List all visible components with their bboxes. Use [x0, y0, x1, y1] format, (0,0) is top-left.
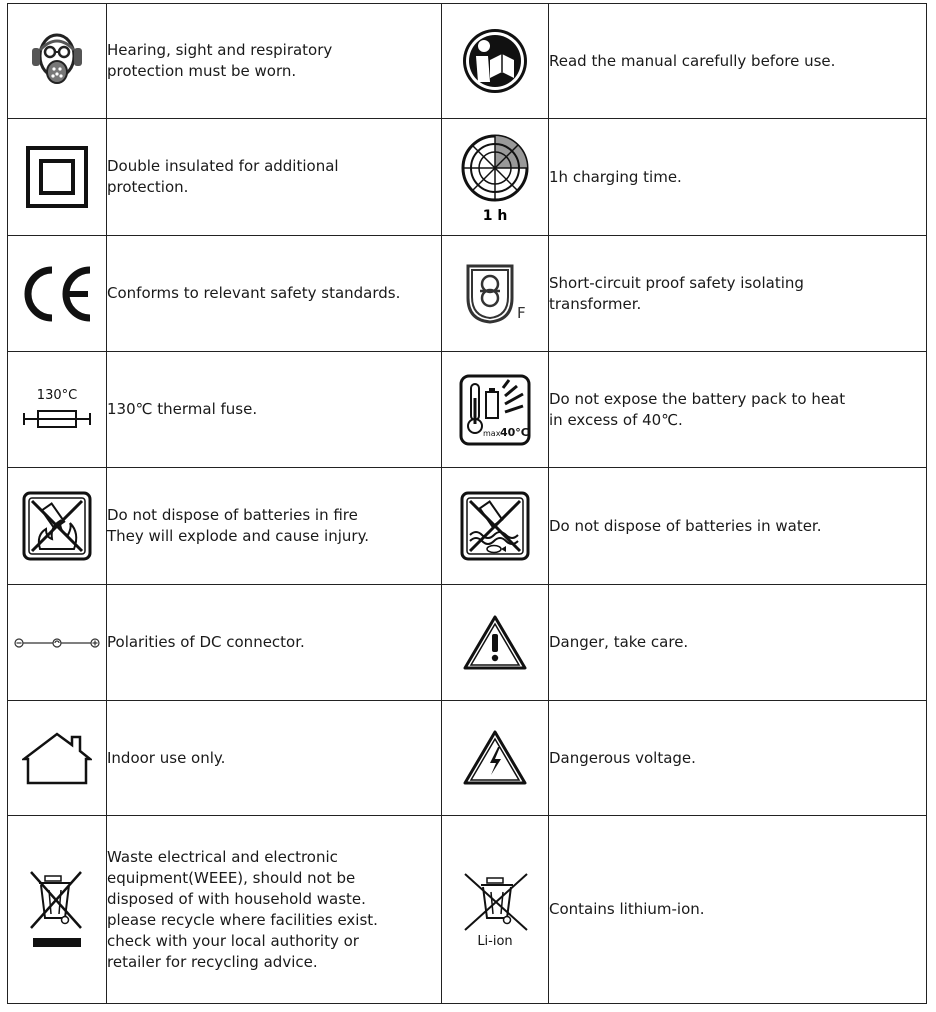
symbol-description: Double insulated for additional protection.: [107, 119, 442, 236]
symbol-description: Polarities of DC connector.: [107, 585, 442, 701]
charging-time-label: 1 h: [482, 208, 508, 224]
icon-cell: [442, 352, 549, 468]
symbol-description: Do not dispose of batteries in water.: [549, 468, 927, 585]
isolating-transformer-icon: [464, 262, 526, 326]
indoor-house-icon: [22, 731, 92, 785]
table-row: [8, 468, 927, 585]
symbol-description: Hearing, sight and respiratory protection must be worn.: [107, 4, 442, 119]
fuse-temperature-label: 130°C: [36, 387, 78, 403]
symbol-description: 130℃ thermal fuse.: [107, 352, 442, 468]
icon-cell: [442, 236, 549, 352]
no-batteries-in-water-icon: [460, 491, 530, 561]
symbol-description: Do not expose the battery pack to heat in excess of 40℃.: [549, 352, 927, 468]
icon-cell: [442, 816, 549, 1004]
icon-cell: [8, 236, 107, 352]
warning-triangle-icon: [462, 614, 528, 672]
icon-cell: [442, 585, 549, 701]
icon-cell: [442, 4, 549, 119]
symbol-description: Conforms to relevant safety standards.: [107, 236, 442, 352]
icon-cell: [8, 701, 107, 816]
icon-cell: [8, 119, 107, 236]
ce-mark-icon: [20, 265, 94, 323]
li-ion-label: Li-ion: [477, 933, 513, 948]
table-row: [8, 816, 927, 1004]
symbol-description: Read the manual carefully before use.: [549, 4, 927, 119]
icon-cell: [8, 4, 107, 119]
charging-time-icon: [459, 130, 531, 224]
icon-cell: [8, 816, 107, 1004]
heat-max-label: max: [483, 428, 501, 438]
symbol-description: 1h charging time.: [549, 119, 927, 236]
icon-cell: [8, 585, 107, 701]
weee-bin-icon: [27, 868, 87, 952]
no-batteries-in-fire-icon: [22, 491, 92, 561]
symbol-description: Contains lithium-ion.: [549, 816, 927, 1004]
icon-cell: [8, 468, 107, 585]
high-voltage-icon: [462, 729, 528, 787]
dc-polarity-icon: [14, 635, 100, 651]
table-row: [8, 4, 927, 119]
symbol-description: Do not dispose of batteries in fire They will explode and cause injury.: [107, 468, 442, 585]
icon-cell: [442, 701, 549, 816]
symbol-description: Short-circuit proof safety isolating transformer.: [549, 236, 927, 352]
double-insulated-icon: [25, 145, 89, 209]
icon-cell: [8, 352, 107, 468]
table-row: [8, 585, 927, 701]
symbol-description: Waste electrical and electronic equipment(WEEE), should not be disposed of with household waste. please recycle where facilities exist. check with your local authority or retailer for recycling advice.: [107, 816, 442, 1004]
table-row: [8, 236, 927, 352]
icon-cell: [442, 468, 549, 585]
li-ion-bin-icon: [459, 872, 531, 948]
symbol-description: Indoor use only.: [107, 701, 442, 816]
table-row: [8, 352, 927, 468]
thermal-fuse-icon: [22, 385, 92, 435]
icon-cell: [442, 119, 549, 236]
table-row: [8, 701, 927, 816]
transformer-icon-label: F: [517, 303, 526, 322]
heat-temperature-label: 40°C: [500, 425, 529, 439]
protective-gear-icon: [29, 30, 85, 92]
symbol-description: Dangerous voltage.: [549, 701, 927, 816]
read-manual-icon: [460, 26, 530, 96]
table-row: [8, 119, 927, 236]
battery-heat-limit-icon: [459, 374, 531, 446]
symbol-table: [7, 3, 927, 1004]
symbol-description: Danger, take care.: [549, 585, 927, 701]
